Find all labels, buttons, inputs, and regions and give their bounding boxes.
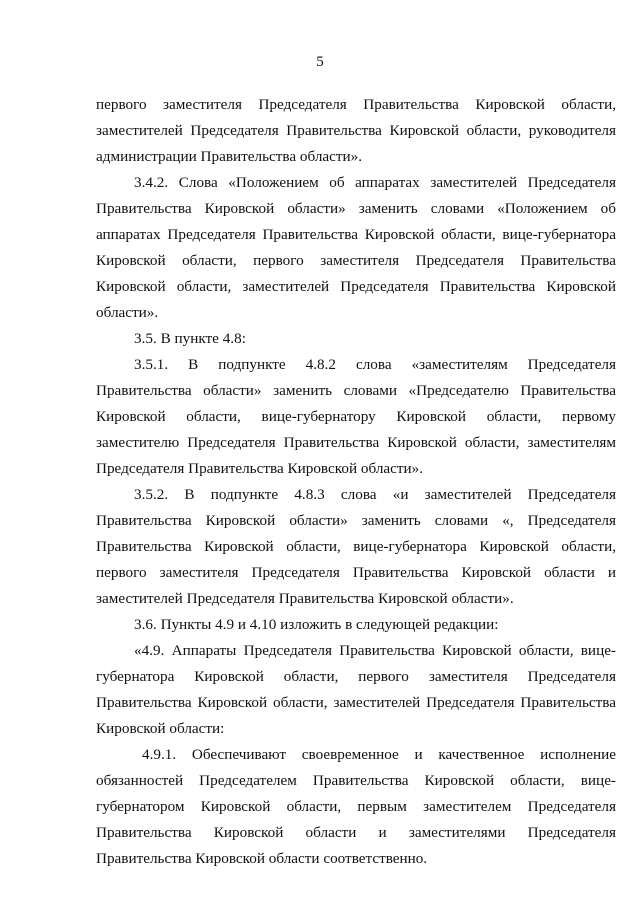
paragraph-4-9: «4.9. Аппараты Председателя Правительства Кировской области, вице-губернатора Кировской области, первого заместителя Председателя Правительства Кировской области, заместителей Председателя Правительства Кировской области: (96, 642, 616, 737)
page-number: 5 (316, 54, 324, 70)
paragraph-3-5-1: 3.5.1. В подпункте 4.8.2 слова «заместителям Председателя Правительства области» заменить словами «Председателю Правительства Кировской области, вице-губернатору Кировской области, первому заместителю Председателя Правительства Кировской области, заместителям Председателя Правительства Кировской области». (96, 356, 616, 477)
document-body (96, 92, 616, 872)
paragraph-3-5-2: 3.5.2. В подпункте 4.8.3 слова «и заместителей Председателя Правительства Кировской области» заменить словами «, Председателя Правительства Кировской области, вице-губернатора Кировской области, первого заместителя Председателя Правительства Кировской области и заместителей Председателя Правительства Кировской области». (96, 486, 616, 607)
paragraph-4-9-1: 4.9.1. Обеспечивают своевременное и качественное исполнение обязанностей Председателем Правительства Кировской области, вице-губернатором Кировской области, первым заместителем Председателя Правительства Кировской области и заместителями Председателя Правительства Кировской области соответственно. (96, 746, 616, 867)
paragraph-3-4-2: 3.4.2. Слова «Положением об аппаратах заместителей Председателя Правительства Кировской области» заменить словами «Положением об аппаратах Председателя Правительства Кировской области, вице-губернатора Кировской области, первого заместителя Председателя Правительства Кировской области, заместителей Председателя Правительства Кировской области». (96, 174, 616, 321)
paragraph-continuation: первого заместителя Председателя Правительства Кировской области, заместителей Председателя Правительства Кировской области, руководителя администрации Правительства области». (96, 96, 616, 165)
paragraph-3-5: 3.5. В пункте 4.8: (134, 330, 246, 347)
paragraph-3-6: 3.6. Пункты 4.9 и 4.10 изложить в следующей редакции: (134, 616, 499, 633)
